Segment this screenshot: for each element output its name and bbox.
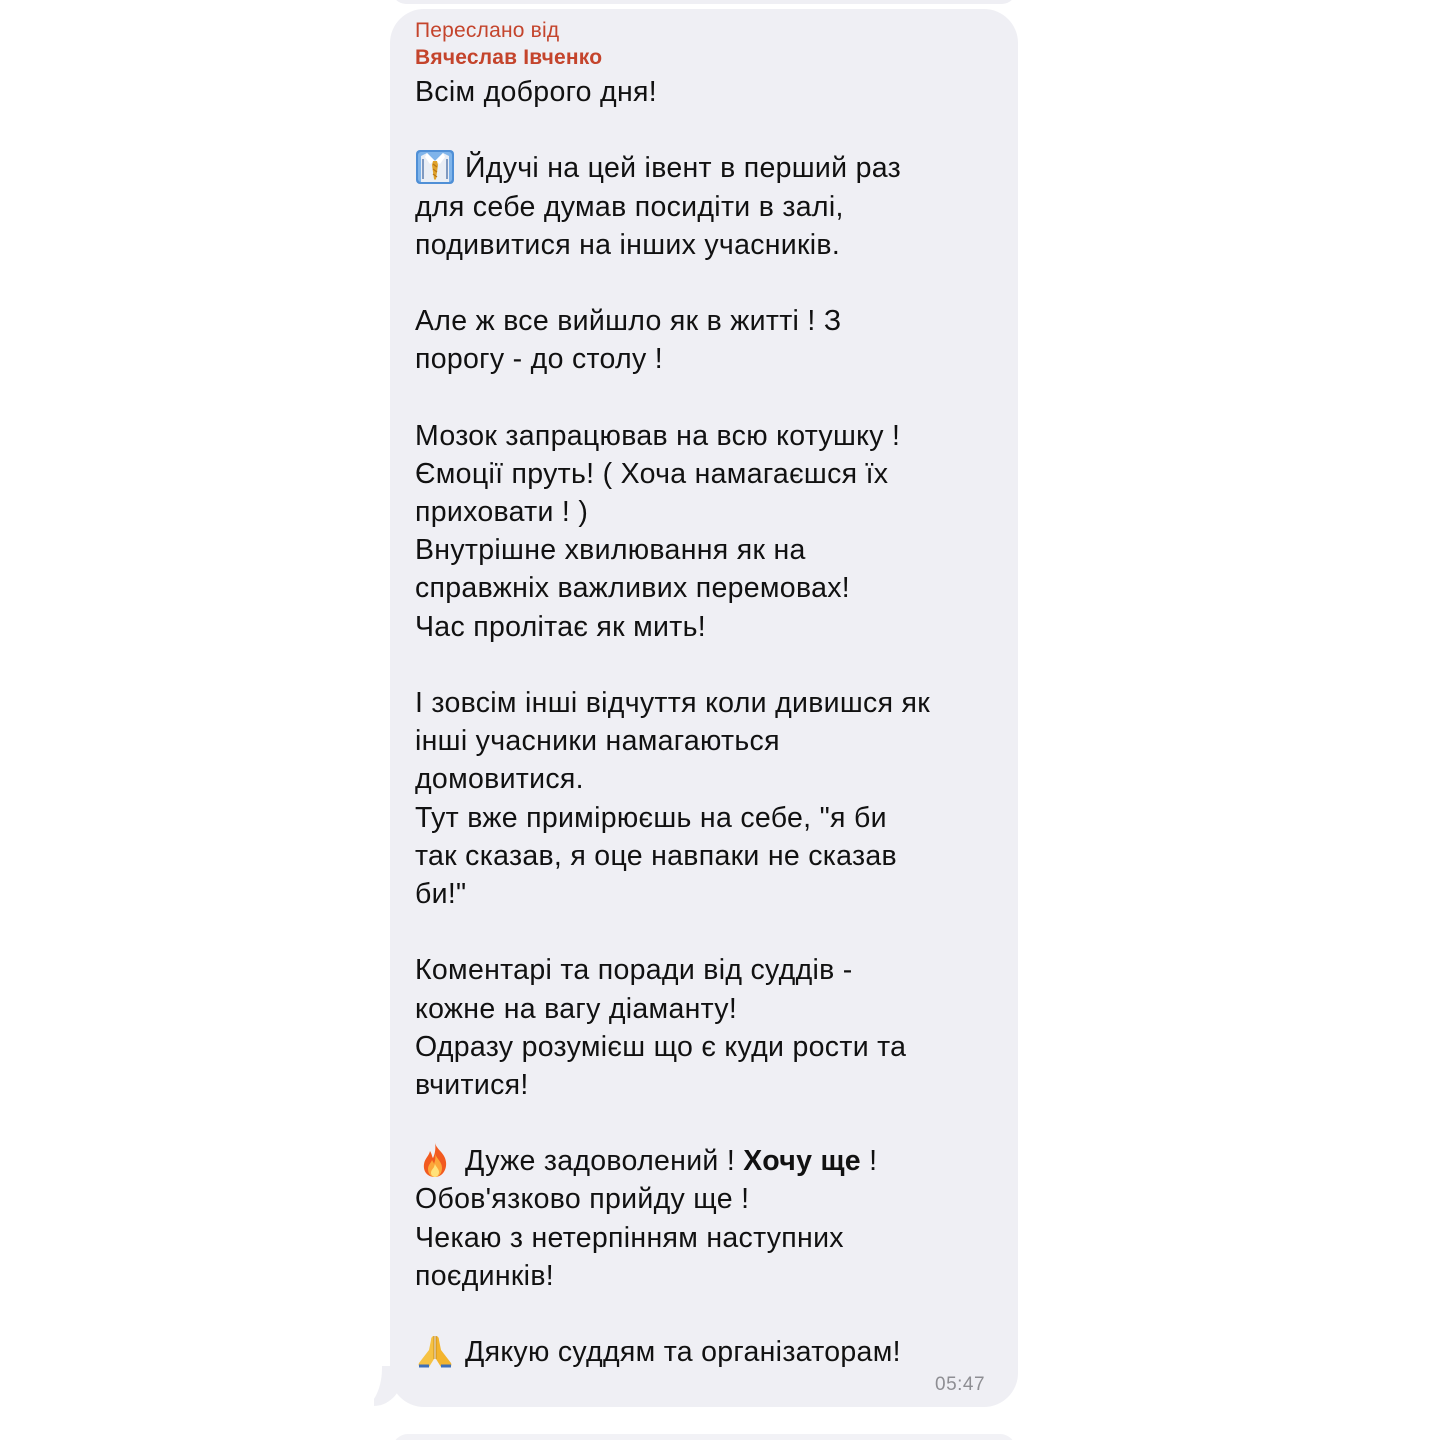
folded-hands-icon bbox=[415, 1333, 455, 1367]
text-line: Обов'язково прийду ще ! bbox=[415, 1183, 750, 1216]
text-line: домовитися. bbox=[415, 763, 584, 796]
forward-header[interactable] bbox=[415, 17, 602, 71]
message-text bbox=[415, 73, 1005, 1371]
text-line: приховати ! ) bbox=[415, 496, 589, 529]
forwarded-label: Переслано від bbox=[415, 19, 560, 42]
text-line: кожне на вагу діаманту! bbox=[415, 992, 738, 1025]
text-line bbox=[415, 149, 1005, 187]
text-line: поєдинків! bbox=[415, 1259, 554, 1292]
text-line: би!" bbox=[415, 877, 467, 910]
text-line-content: Дякую суддям та організаторам! bbox=[465, 1336, 901, 1369]
text-line: Мозок запрацював на всю котушку ! bbox=[415, 419, 901, 452]
next-message-bubble bbox=[392, 1434, 1016, 1440]
blank-line bbox=[415, 264, 1005, 302]
blank-line bbox=[415, 1104, 1005, 1142]
text-line: Час пролітає як мить! bbox=[415, 610, 706, 643]
blank-line bbox=[415, 379, 1005, 417]
text-line: подивитися на інших учасників. bbox=[415, 228, 841, 261]
text-line bbox=[415, 1142, 1005, 1180]
previous-message-bubble bbox=[392, 0, 1016, 4]
text-line: Коментарі та поради від суддів - bbox=[415, 954, 853, 987]
text-line: Внутрішне хвилювання як на bbox=[415, 534, 806, 567]
blank-line bbox=[415, 913, 1005, 951]
blank-line bbox=[415, 111, 1005, 149]
message-timestamp: 05:47 bbox=[935, 1374, 986, 1395]
forwarded-from-name[interactable]: Вячеслав Івченко bbox=[415, 46, 603, 69]
text-line-content: Дуже задоволений ! bbox=[465, 1145, 744, 1178]
fire-icon bbox=[415, 1142, 455, 1176]
bold-text: Хочу ще bbox=[743, 1145, 861, 1178]
text-line: справжніх важливих перемовах! bbox=[415, 572, 850, 605]
text-line: Всім доброго дня! bbox=[415, 76, 657, 108]
text-line: порогу - до столу ! bbox=[415, 343, 663, 376]
text-line: для себе думав посидіти в залі, bbox=[415, 190, 844, 223]
blank-line bbox=[415, 1295, 1005, 1333]
blank-line bbox=[415, 646, 1005, 684]
text-line: І зовсім інші відчуття коли дивишся як bbox=[415, 687, 931, 719]
text-line: Ємоції пруть! ( Хоча намагаєшся їх bbox=[415, 457, 889, 490]
text-line: Одразу розумієш що є куди рости та bbox=[415, 1030, 907, 1063]
shirt-tie-icon bbox=[415, 149, 455, 183]
text-line-content: Йдучі на цей івент в перший раз bbox=[465, 152, 901, 185]
text-line: так сказав, я оце навпаки не сказав bbox=[415, 839, 897, 872]
text-line: Чекаю з нетерпінням наступних bbox=[415, 1221, 844, 1254]
text-line: Але ж все вийшло як в житті ! З bbox=[415, 305, 842, 338]
text-line: вчитися! bbox=[415, 1068, 529, 1101]
text-line: інші учасники намагаються bbox=[415, 725, 780, 758]
text-line bbox=[415, 1333, 1005, 1371]
text-line: Тут вже примірюєшь на себе, "я би bbox=[415, 801, 887, 834]
text-line-content: ! bbox=[860, 1145, 878, 1178]
